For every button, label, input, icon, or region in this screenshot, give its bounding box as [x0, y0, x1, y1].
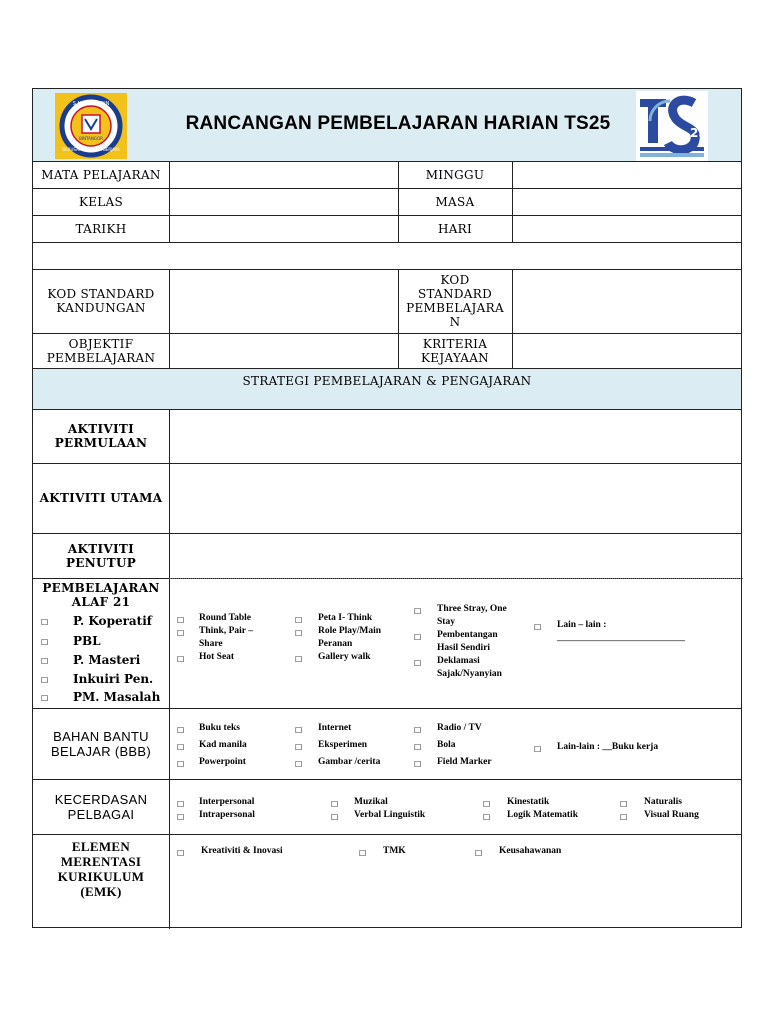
option-muzikal: Muzikal	[354, 797, 388, 807]
option-kinestatik: Kinestatik	[507, 797, 550, 807]
option-role-play: Role Play/Main	[318, 626, 382, 636]
checkbox[interactable]: ☐	[177, 760, 185, 769]
label-tarikh: TARIKH	[75, 221, 127, 236]
field-kod-standard-pembelajaran[interactable]	[513, 270, 741, 333]
label-kelas: KELAS	[78, 194, 124, 209]
option-eksperimen: Eksperimen	[318, 740, 368, 750]
checkbox[interactable]: ☐	[414, 607, 422, 616]
option-hot-seat: Hot Seat	[199, 652, 235, 662]
option-stay: Stay	[437, 617, 455, 627]
label-bbb: BAHAN BANTU BELAJAR (BBB)	[51, 728, 151, 759]
checkbox[interactable]: ☐	[41, 676, 49, 685]
checkbox[interactable]: ☐	[41, 694, 49, 703]
field-kriteria[interactable]	[513, 334, 741, 368]
option-share: Share	[199, 639, 223, 649]
page-title: RANCANGAN PEMBELAJARAN HARIAN TS25	[185, 113, 611, 134]
option-gambar-cerita: Gambar /cerita	[318, 757, 381, 767]
field-masa[interactable]	[513, 189, 741, 215]
checkbox[interactable]: ☐	[414, 633, 422, 642]
option-hasil-sendiri: Hasil Sendiri	[437, 643, 491, 653]
field-aktiviti-permulaan[interactable]	[170, 410, 741, 463]
option-buku-teks: Buku teks	[199, 723, 240, 733]
label-masa: MASA	[435, 194, 475, 209]
alaf21-item: PM. Masalah	[73, 690, 161, 704]
label-aktiviti-permulaan: AKTIVITI PERMULAAN	[54, 422, 148, 450]
checkbox[interactable]: ☐	[177, 800, 185, 809]
option-powerpoint: Powerpoint	[199, 757, 246, 767]
option-intrapersonal: Intrapersonal	[199, 810, 255, 820]
option-field-marker: Field Marker	[437, 757, 492, 767]
school-crest-logo	[55, 93, 127, 159]
svg-text:S.M.K. SANDIN: S.M.K. SANDIN	[72, 101, 110, 107]
checkbox[interactable]: ☐	[177, 616, 185, 625]
checkbox[interactable]: ☐	[414, 726, 422, 735]
option-round-table: Round Table	[199, 613, 252, 623]
alaf21-item: P. Koperatif	[73, 614, 152, 628]
lesson-plan-form	[32, 88, 742, 928]
strategy-heading: STRATEGI PEMBELAJARAN & PENGAJARAN	[242, 374, 532, 388]
lain-lain-blank[interactable]: ________________________________	[557, 633, 685, 642]
checkbox[interactable]: ☐	[177, 813, 185, 822]
svg-text:BERUSAHA HINGGA BERJAYA: BERUSAHA HINGGA BERJAYA	[62, 147, 120, 152]
checkbox[interactable]: ☐	[534, 623, 542, 632]
checkbox[interactable]: ☐	[295, 655, 303, 664]
alaf21-item: PBL	[73, 634, 101, 648]
option-kreativiti: Kreativiti & Inovasi	[201, 846, 283, 856]
checkbox[interactable]: ☐	[41, 618, 49, 627]
field-blank-row[interactable]	[33, 243, 741, 269]
option-keusahawanan: Keusahawanan	[499, 846, 562, 856]
checkbox[interactable]: ☐	[177, 726, 185, 735]
option-peta-i-think: Peta I- Think	[318, 613, 373, 623]
option-interpersonal: Interpersonal	[199, 797, 255, 807]
option-lain-lain-bbb[interactable]: Lain-lain : __Buku kerja	[557, 742, 659, 752]
field-kelas[interactable]	[170, 189, 398, 215]
option-peranan: Peranan	[318, 639, 353, 649]
option-naturalis: Naturalis	[644, 797, 682, 807]
checkbox[interactable]: ☐	[295, 760, 303, 769]
label-kriteria: KRITERIA KEJAYAAN	[421, 336, 489, 365]
field-minggu[interactable]	[513, 162, 741, 188]
field-aktiviti-penutup[interactable]	[170, 534, 741, 578]
option-visual-ruang: Visual Ruang	[644, 810, 699, 820]
option-pembentangan: Pembentangan	[437, 630, 498, 640]
ts25-logo	[636, 91, 708, 161]
checkbox[interactable]: ☐	[177, 743, 185, 752]
field-kod-standard-kandungan[interactable]	[170, 270, 398, 333]
checkbox[interactable]: ☐	[177, 655, 185, 664]
option-think-pair: Think, Pair –	[199, 626, 253, 636]
field-mata-pelajaran[interactable]	[170, 162, 398, 188]
checkbox[interactable]: ☐	[295, 629, 303, 638]
field-aktiviti-utama[interactable]	[170, 464, 741, 533]
option-lain-lain: Lain – lain :	[557, 620, 607, 630]
option-gallery-walk: Gallery walk	[318, 652, 371, 662]
label-aktiviti-penutup: AKTIVITI PENUTUP	[65, 541, 137, 570]
option-sajak: Sajak/Nyanyian	[437, 669, 502, 679]
checkbox[interactable]: ☐	[534, 745, 542, 754]
label-kecerdasan: KECERDASAN PELBAGAI	[54, 791, 148, 822]
checkbox[interactable]: ☐	[295, 726, 303, 735]
label-alaf21: PEMBELAJARAN ALAF 21	[42, 581, 160, 609]
checkbox[interactable]: ☐	[331, 813, 339, 822]
svg-text:25: 25	[690, 126, 707, 140]
option-tmk: TMK	[383, 846, 406, 856]
label-emk: ELEMEN MERENTASI KURIKULUM (EMK)	[57, 839, 145, 899]
option-internet: Internet	[318, 723, 352, 733]
checkbox[interactable]: ☐	[414, 743, 422, 752]
alaf21-item: Inkuiri Pen.	[73, 672, 154, 686]
label-aktiviti-utama: AKTIVITI UTAMA	[39, 491, 163, 505]
option-verbal-linguistik: Verbal Linguistik	[354, 810, 426, 820]
field-hari[interactable]	[513, 216, 741, 242]
checkbox[interactable]: ☐	[620, 800, 628, 809]
label-objektif: OBJEKTIF PEMBELAJARAN	[46, 336, 156, 365]
label-hari: HARI	[437, 221, 473, 236]
option-kad-manila: Kad manila	[199, 740, 247, 750]
label-minggu: MINGGU	[425, 167, 485, 182]
option-deklamasi: Deklamasi	[437, 656, 480, 666]
checkbox[interactable]: ☐	[414, 760, 422, 769]
checkbox[interactable]: ☐	[483, 800, 491, 809]
field-objektif[interactable]	[170, 334, 398, 368]
label-kod-standard-kandungan: KOD STANDARD KANDUNGAN	[47, 287, 155, 315]
checkbox[interactable]: ☐	[331, 800, 339, 809]
label-mata-pelajaran: MATA PELAJARAN	[41, 167, 161, 182]
alaf21-item: P. Masteri	[73, 653, 141, 667]
checkbox[interactable]: ☐	[475, 849, 483, 858]
option-bola: Bola	[437, 740, 456, 750]
checkbox[interactable]: ☐	[414, 659, 422, 668]
checkbox[interactable]: ☐	[483, 813, 491, 822]
checkbox[interactable]: ☐	[41, 657, 49, 666]
svg-text:BINTANGOR: BINTANGOR	[79, 136, 103, 141]
label-kod-standard-pembelajaran: KOD STANDARD PEMBELAJARA N	[406, 273, 504, 329]
checkbox[interactable]: ☐	[177, 849, 185, 858]
checkbox[interactable]: ☐	[41, 638, 49, 647]
option-radio-tv: Radio / TV	[437, 723, 482, 733]
checkbox[interactable]: ☐	[177, 629, 185, 638]
field-tarikh[interactable]	[170, 216, 398, 242]
checkbox[interactable]: ☐	[359, 849, 367, 858]
checkbox[interactable]: ☐	[620, 813, 628, 822]
checkbox[interactable]: ☐	[295, 616, 303, 625]
checkbox[interactable]: ☐	[295, 743, 303, 752]
option-three-stray: Three Stray, One	[437, 604, 507, 614]
option-logik-matematik: Logik Matematik	[507, 810, 578, 820]
